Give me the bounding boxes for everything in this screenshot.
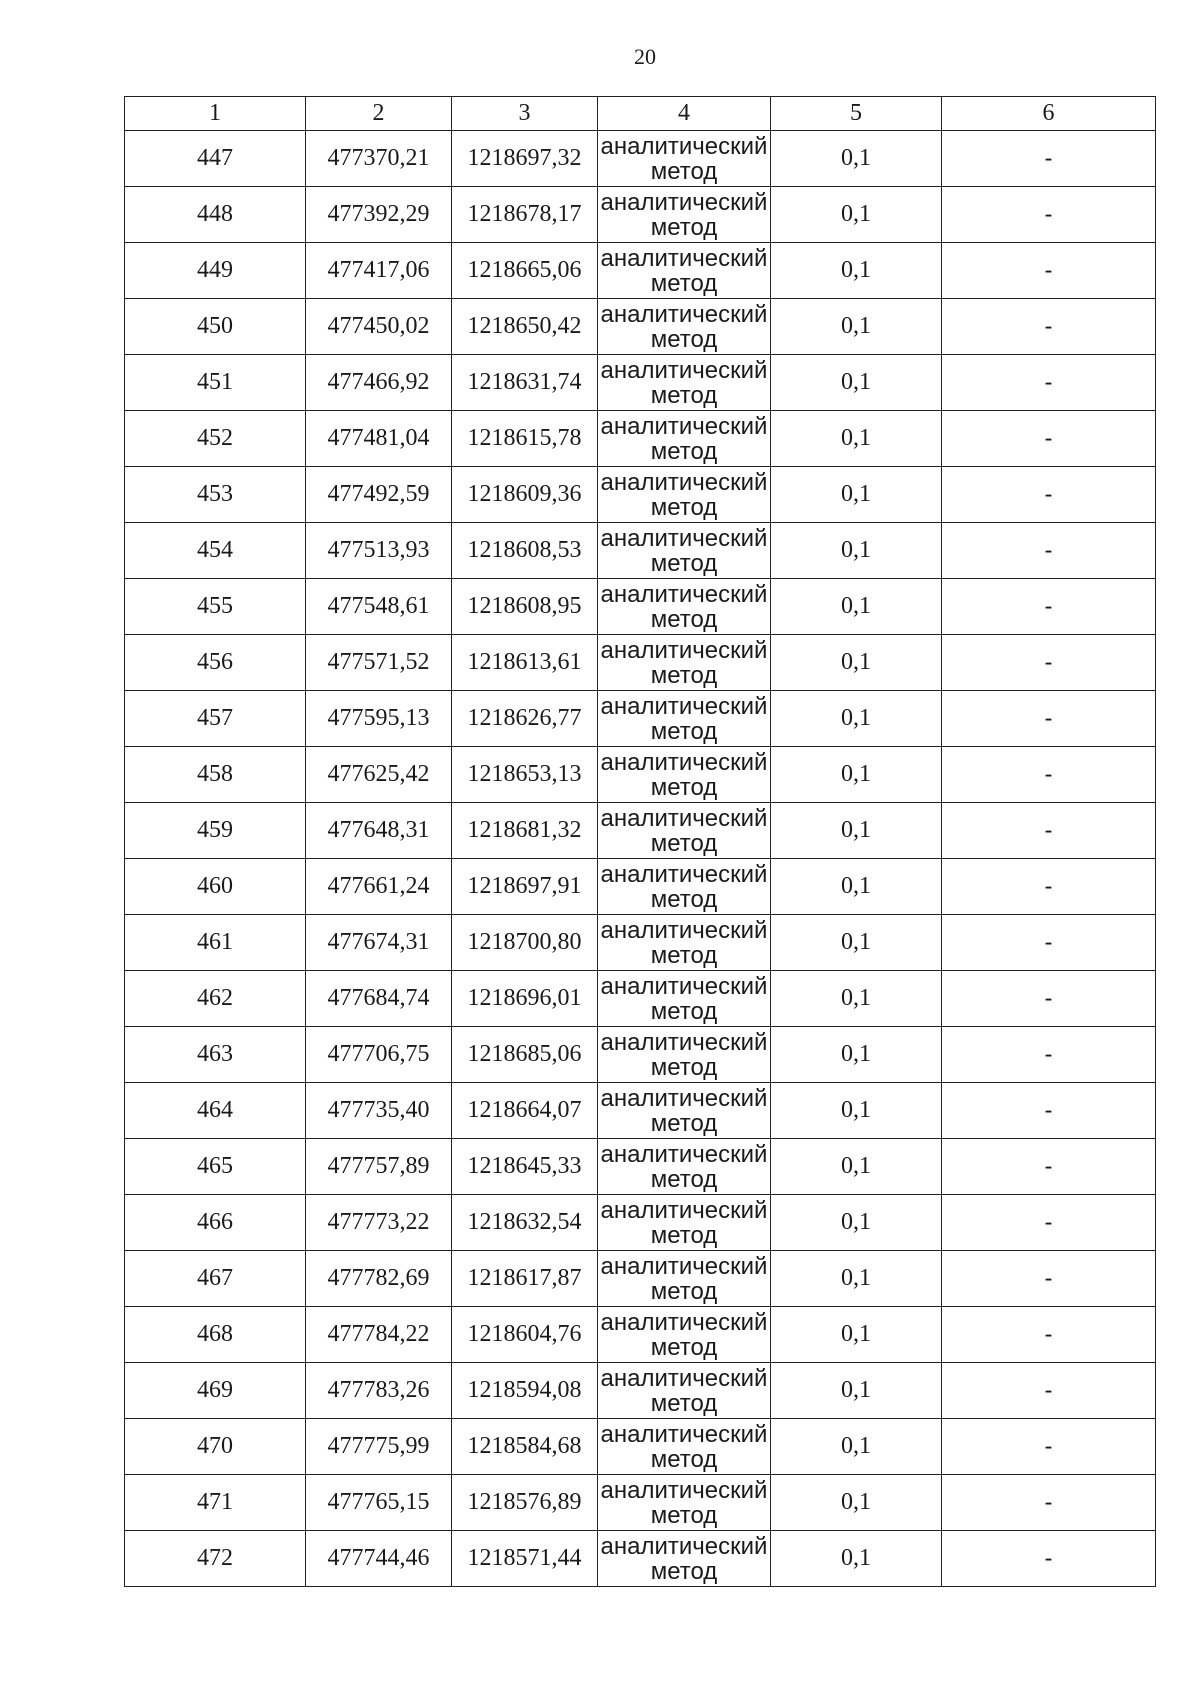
point-number-cell: 462 [125, 971, 306, 1027]
coord-x-cell: 477595,13 [306, 691, 452, 747]
note-cell: - [942, 859, 1156, 915]
coord-y-cell: 1218697,32 [452, 131, 598, 187]
coord-x-cell: 477765,15 [306, 1475, 452, 1531]
accuracy-cell: 0,1 [771, 635, 942, 691]
coord-x-cell: 477706,75 [306, 1027, 452, 1083]
note-cell: - [942, 915, 1156, 971]
note-cell: - [942, 635, 1156, 691]
method-cell [598, 1139, 771, 1195]
coord-y-cell: 1218608,53 [452, 523, 598, 579]
coord-x-cell: 477481,04 [306, 411, 452, 467]
point-number-cell: 471 [125, 1475, 306, 1531]
coord-y-cell: 1218631,74 [452, 355, 598, 411]
point-number-cell: 468 [125, 1307, 306, 1363]
coord-y-cell: 1218617,87 [452, 1251, 598, 1307]
note-cell: - [942, 1531, 1156, 1587]
method-cell [598, 915, 771, 971]
method-line-2: метод [650, 1501, 718, 1529]
coord-x-cell: 477674,31 [306, 915, 452, 971]
table-row [125, 1195, 1156, 1251]
method-cell [598, 859, 771, 915]
coord-x-cell: 477492,59 [306, 467, 452, 523]
coord-y-cell: 1218678,17 [452, 187, 598, 243]
coord-y-cell: 1218650,42 [452, 299, 598, 355]
note-cell: - [942, 1195, 1156, 1251]
point-number-cell: 454 [125, 523, 306, 579]
method-line-2: метод [650, 1445, 718, 1473]
method-cell [598, 1307, 771, 1363]
accuracy-cell: 0,1 [771, 1475, 942, 1531]
method-line-1: аналитический [600, 524, 768, 552]
coord-x-cell: 477744,46 [306, 1531, 452, 1587]
header-col-6: 6 [942, 97, 1156, 131]
table-header-row [125, 97, 1156, 131]
coord-x-cell: 477782,69 [306, 1251, 452, 1307]
method-line-1: аналитический [600, 188, 768, 216]
method-cell [598, 1083, 771, 1139]
coord-x-cell: 477548,61 [306, 579, 452, 635]
method-line-2: метод [650, 381, 718, 409]
coord-y-cell: 1218664,07 [452, 1083, 598, 1139]
coord-y-cell: 1218615,78 [452, 411, 598, 467]
table-row [125, 187, 1156, 243]
table-row [125, 747, 1156, 803]
method-line-2: метод [650, 269, 718, 297]
coord-x-cell: 477757,89 [306, 1139, 452, 1195]
accuracy-cell: 0,1 [771, 1531, 942, 1587]
coord-x-cell: 477466,92 [306, 355, 452, 411]
method-line-2: метод [650, 1277, 718, 1305]
method-line-2: метод [650, 325, 718, 353]
table-row [125, 523, 1156, 579]
accuracy-cell: 0,1 [771, 579, 942, 635]
method-line-1: аналитический [600, 132, 768, 160]
coord-y-cell: 1218632,54 [452, 1195, 598, 1251]
method-line-1: аналитический [600, 1476, 768, 1504]
method-cell [598, 635, 771, 691]
coord-x-cell: 477417,06 [306, 243, 452, 299]
method-cell [598, 691, 771, 747]
note-cell: - [942, 803, 1156, 859]
coord-x-cell: 477775,99 [306, 1419, 452, 1475]
method-cell [598, 1027, 771, 1083]
accuracy-cell: 0,1 [771, 1363, 942, 1419]
method-line-2: метод [650, 997, 718, 1025]
table-row [125, 299, 1156, 355]
method-cell [598, 747, 771, 803]
method-line-2: метод [650, 493, 718, 521]
method-cell [598, 1419, 771, 1475]
coord-x-cell: 477625,42 [306, 747, 452, 803]
method-line-1: аналитический [600, 804, 768, 832]
point-number-cell: 447 [125, 131, 306, 187]
table-row [125, 1475, 1156, 1531]
method-line-2: метод [650, 1557, 718, 1585]
header-col-1: 1 [125, 97, 306, 131]
table-row [125, 1531, 1156, 1587]
method-line-1: аналитический [600, 300, 768, 328]
method-line-2: метод [650, 549, 718, 577]
accuracy-cell: 0,1 [771, 915, 942, 971]
point-number-cell: 453 [125, 467, 306, 523]
point-number-cell: 465 [125, 1139, 306, 1195]
method-cell [598, 1251, 771, 1307]
coord-x-cell: 477370,21 [306, 131, 452, 187]
method-line-1: аналитический [600, 1196, 768, 1224]
coord-x-cell: 477513,93 [306, 523, 452, 579]
header-col-2: 2 [306, 97, 452, 131]
point-number-cell: 460 [125, 859, 306, 915]
table-row [125, 1083, 1156, 1139]
method-line-2: метод [650, 1333, 718, 1361]
accuracy-cell: 0,1 [771, 1419, 942, 1475]
table-row [125, 1251, 1156, 1307]
note-cell: - [942, 747, 1156, 803]
coord-y-cell: 1218584,68 [452, 1419, 598, 1475]
accuracy-cell: 0,1 [771, 187, 942, 243]
table-row [125, 971, 1156, 1027]
method-line-1: аналитический [600, 1532, 768, 1560]
method-line-1: аналитический [600, 636, 768, 664]
method-line-2: метод [650, 437, 718, 465]
note-cell: - [942, 1419, 1156, 1475]
header-col-4: 4 [598, 97, 771, 131]
method-line-1: аналитический [600, 468, 768, 496]
note-cell: - [942, 411, 1156, 467]
coord-x-cell: 477773,22 [306, 1195, 452, 1251]
note-cell: - [942, 1475, 1156, 1531]
note-cell: - [942, 1027, 1156, 1083]
method-cell [598, 187, 771, 243]
method-line-1: аналитический [600, 860, 768, 888]
note-cell: - [942, 691, 1156, 747]
accuracy-cell: 0,1 [771, 131, 942, 187]
point-number-cell: 472 [125, 1531, 306, 1587]
method-line-2: метод [650, 885, 718, 913]
accuracy-cell: 0,1 [771, 243, 942, 299]
table-row [125, 691, 1156, 747]
table-row [125, 355, 1156, 411]
point-number-cell: 455 [125, 579, 306, 635]
method-cell [598, 523, 771, 579]
method-line-1: аналитический [600, 412, 768, 440]
note-cell: - [942, 187, 1156, 243]
point-number-cell: 449 [125, 243, 306, 299]
coord-x-cell: 477735,40 [306, 1083, 452, 1139]
coord-y-cell: 1218700,80 [452, 915, 598, 971]
method-cell [598, 411, 771, 467]
note-cell: - [942, 467, 1156, 523]
note-cell: - [942, 971, 1156, 1027]
table-row [125, 131, 1156, 187]
accuracy-cell: 0,1 [771, 1251, 942, 1307]
method-line-2: метод [650, 661, 718, 689]
page-number: 20 [634, 44, 656, 69]
coord-x-cell: 477784,22 [306, 1307, 452, 1363]
coord-y-cell: 1218609,36 [452, 467, 598, 523]
method-cell [598, 1195, 771, 1251]
point-number-cell: 467 [125, 1251, 306, 1307]
point-number-cell: 466 [125, 1195, 306, 1251]
table-row [125, 915, 1156, 971]
accuracy-cell: 0,1 [771, 355, 942, 411]
method-line-2: метод [650, 773, 718, 801]
coord-y-cell: 1218594,08 [452, 1363, 598, 1419]
method-line-1: аналитический [600, 580, 768, 608]
coord-x-cell: 477392,29 [306, 187, 452, 243]
header-col-3: 3 [452, 97, 598, 131]
table-row [125, 1027, 1156, 1083]
point-number-cell: 470 [125, 1419, 306, 1475]
method-cell [598, 579, 771, 635]
coord-y-cell: 1218626,77 [452, 691, 598, 747]
coord-x-cell: 477684,74 [306, 971, 452, 1027]
method-line-1: аналитический [600, 1364, 768, 1392]
table-body [125, 131, 1156, 1587]
coord-y-cell: 1218685,06 [452, 1027, 598, 1083]
method-line-2: метод [650, 829, 718, 857]
coord-y-cell: 1218576,89 [452, 1475, 598, 1531]
accuracy-cell: 0,1 [771, 523, 942, 579]
method-cell [598, 131, 771, 187]
table-row [125, 859, 1156, 915]
method-cell [598, 1531, 771, 1587]
coord-y-cell: 1218604,76 [452, 1307, 598, 1363]
note-cell: - [942, 1083, 1156, 1139]
coord-y-cell: 1218645,33 [452, 1139, 598, 1195]
method-line-1: аналитический [600, 1252, 768, 1280]
point-number-cell: 458 [125, 747, 306, 803]
method-line-1: аналитический [600, 1308, 768, 1336]
note-cell: - [942, 1251, 1156, 1307]
coord-y-cell: 1218665,06 [452, 243, 598, 299]
note-cell: - [942, 131, 1156, 187]
coord-y-cell: 1218613,61 [452, 635, 598, 691]
method-line-2: метод [650, 1109, 718, 1137]
table-row [125, 1363, 1156, 1419]
method-line-1: аналитический [600, 692, 768, 720]
method-cell [598, 1475, 771, 1531]
method-line-2: метод [650, 1165, 718, 1193]
accuracy-cell: 0,1 [771, 1139, 942, 1195]
table-row [125, 803, 1156, 859]
method-line-1: аналитический [600, 916, 768, 944]
point-number-cell: 456 [125, 635, 306, 691]
method-cell [598, 803, 771, 859]
method-cell [598, 299, 771, 355]
point-number-cell: 469 [125, 1363, 306, 1419]
point-number-cell: 451 [125, 355, 306, 411]
accuracy-cell: 0,1 [771, 971, 942, 1027]
coord-x-cell: 477571,52 [306, 635, 452, 691]
note-cell: - [942, 579, 1156, 635]
method-line-1: аналитический [600, 972, 768, 1000]
method-line-2: метод [650, 605, 718, 633]
table-row [125, 411, 1156, 467]
method-cell [598, 971, 771, 1027]
accuracy-cell: 0,1 [771, 1195, 942, 1251]
accuracy-cell: 0,1 [771, 467, 942, 523]
table-row [125, 467, 1156, 523]
coord-y-cell: 1218653,13 [452, 747, 598, 803]
accuracy-cell: 0,1 [771, 691, 942, 747]
note-cell: - [942, 1139, 1156, 1195]
note-cell: - [942, 355, 1156, 411]
method-cell [598, 1363, 771, 1419]
method-line-2: метод [650, 157, 718, 185]
coord-x-cell: 477648,31 [306, 803, 452, 859]
coord-y-cell: 1218696,01 [452, 971, 598, 1027]
accuracy-cell: 0,1 [771, 803, 942, 859]
coord-y-cell: 1218697,91 [452, 859, 598, 915]
coord-y-cell: 1218681,32 [452, 803, 598, 859]
point-number-cell: 459 [125, 803, 306, 859]
accuracy-cell: 0,1 [771, 859, 942, 915]
table-row [125, 1139, 1156, 1195]
method-line-2: метод [650, 1389, 718, 1417]
note-cell: - [942, 1307, 1156, 1363]
table-row [125, 635, 1156, 691]
method-line-1: аналитический [600, 1140, 768, 1168]
accuracy-cell: 0,1 [771, 1027, 942, 1083]
method-line-1: аналитический [600, 1028, 768, 1056]
coordinates-table [124, 96, 1156, 1587]
point-number-cell: 461 [125, 915, 306, 971]
accuracy-cell: 0,1 [771, 411, 942, 467]
method-cell [598, 467, 771, 523]
accuracy-cell: 0,1 [771, 1307, 942, 1363]
method-cell [598, 355, 771, 411]
method-line-2: метод [650, 1221, 718, 1249]
method-line-2: метод [650, 213, 718, 241]
point-number-cell: 463 [125, 1027, 306, 1083]
coord-y-cell: 1218608,95 [452, 579, 598, 635]
table-row [125, 1419, 1156, 1475]
method-line-2: метод [650, 717, 718, 745]
point-number-cell: 452 [125, 411, 306, 467]
note-cell: - [942, 523, 1156, 579]
table-row [125, 579, 1156, 635]
table-row [125, 243, 1156, 299]
coord-x-cell: 477661,24 [306, 859, 452, 915]
method-line-2: метод [650, 941, 718, 969]
method-line-1: аналитический [600, 1084, 768, 1112]
coord-x-cell: 477450,02 [306, 299, 452, 355]
accuracy-cell: 0,1 [771, 1083, 942, 1139]
coord-x-cell: 477783,26 [306, 1363, 452, 1419]
table-row [125, 1307, 1156, 1363]
point-number-cell: 448 [125, 187, 306, 243]
point-number-cell: 450 [125, 299, 306, 355]
method-line-1: аналитический [600, 244, 768, 272]
method-line-1: аналитический [600, 748, 768, 776]
coord-y-cell: 1218571,44 [452, 1531, 598, 1587]
note-cell: - [942, 299, 1156, 355]
note-cell: - [942, 1363, 1156, 1419]
method-line-1: аналитический [600, 1420, 768, 1448]
header-col-5: 5 [771, 97, 942, 131]
accuracy-cell: 0,1 [771, 299, 942, 355]
method-cell [598, 243, 771, 299]
point-number-cell: 457 [125, 691, 306, 747]
point-number-cell: 464 [125, 1083, 306, 1139]
note-cell: - [942, 243, 1156, 299]
accuracy-cell: 0,1 [771, 747, 942, 803]
method-line-2: метод [650, 1053, 718, 1081]
method-line-1: аналитический [600, 356, 768, 384]
